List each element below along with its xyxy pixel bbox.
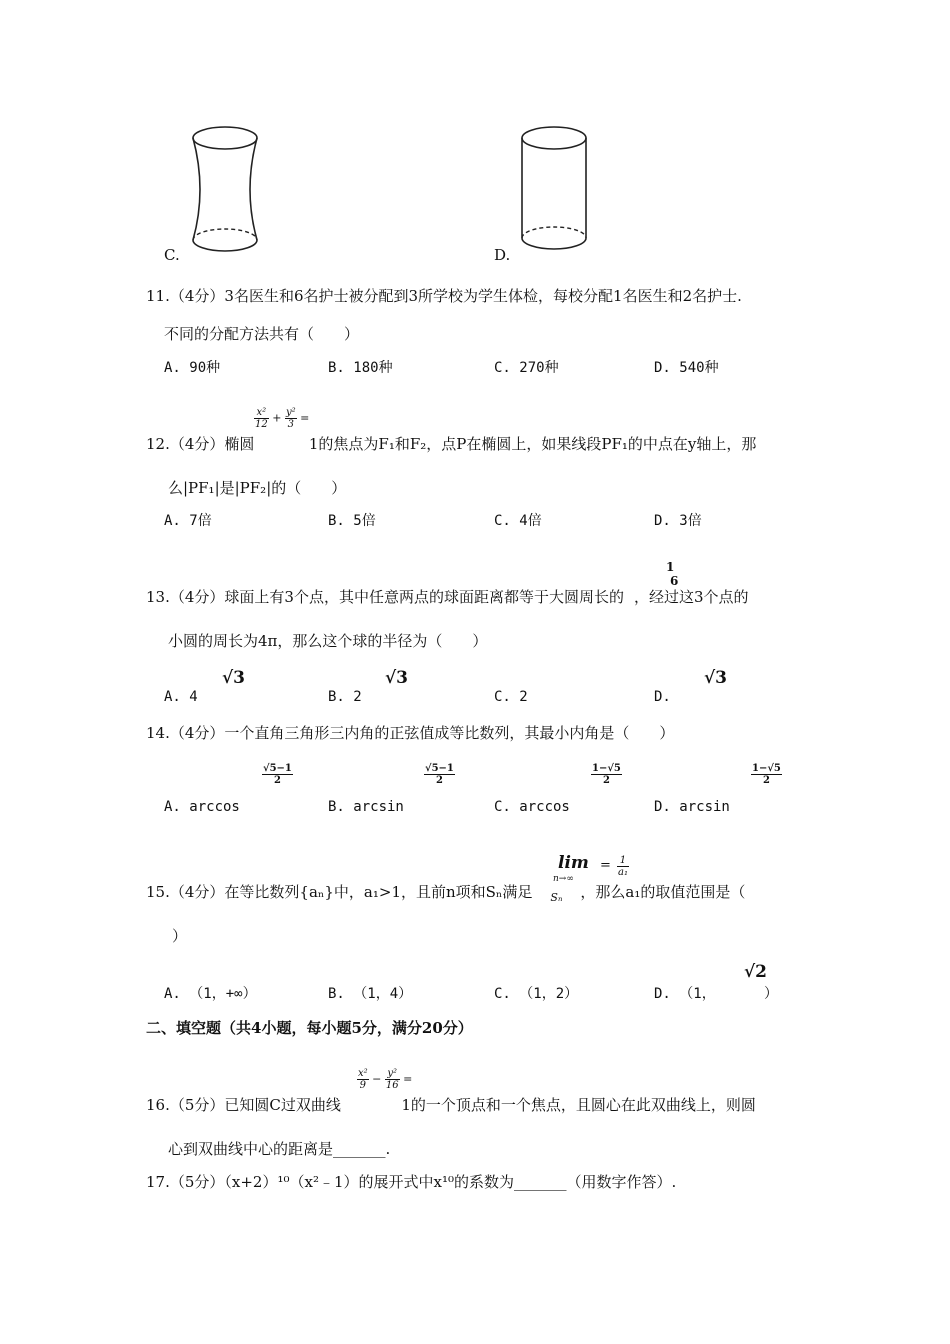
q11-text-line2: 不同的分配方法共有（ ） [164,325,360,343]
q13-radical-a: √3 [222,668,246,688]
q12-text: 的焦点为F₁和F₂，点P在椭圆上，如果线段PF₁的中点在y轴上，那 [318,435,757,453]
q14-text: 一个直角三角形三内角的正弦值成等比数列，其最小内角是（ ） [224,724,675,742]
q13-radical-d: √3 [704,668,728,688]
q15-lim-subscript: n→∞ [553,874,574,884]
q11-option-d: D. 540种 [654,360,719,376]
q13-radical-b: √3 [385,668,409,688]
q17-answer-blank[interactable]: _______ [514,1173,567,1191]
q12-option-c: C. 4倍 [494,513,542,529]
q12-ellipse-equation: $\frac{\text{x²}}{12}$ + $\frac{\text{y²}}{3}$ = [255,407,310,430]
q17-score: （5分） [169,1173,225,1191]
q15-score: （4分） [169,883,225,901]
q14-number: 14. [146,724,170,742]
q15-number: 15. [146,883,170,901]
q13-number: 13. [146,588,170,606]
q17-number: 17. [146,1173,170,1191]
q14-option-a: A. arccos [164,799,240,815]
figure-d-label: D. [494,246,511,264]
q12-text-line2: 么|PF₁|是|PF₂|的（ ） [168,479,347,497]
q14-option-b: B. arcsin [328,799,404,815]
q15-fraction: $\frac{1}{\text{a₁}}$ [618,855,628,878]
q13-option-c: C. 2 [494,689,528,705]
q13-score: （4分） [169,588,225,606]
q11-text: 3名医生和6名护士被分配到3所学校为学生体检，每校分配1名医生和2名护士. [224,287,742,305]
q11-option-c: C. 270种 [494,360,559,376]
q16-score: （5分） [169,1096,225,1114]
q14-score: （4分） [169,724,225,742]
question-12: 12.（4分）椭圆 1的焦点为F₁和F₂，点P在椭圆上，如果线段PF₁的中点在y轴上，那 [146,435,757,453]
q13-option-d: D. [654,689,671,705]
cylinder-figure [518,120,593,255]
q13-option-a: A. 4 [164,689,198,705]
q12-option-d: D. 3倍 [654,513,702,529]
q14-fraction-a: $\frac{√5-1}{2}$ [263,763,292,786]
q15-equals: = [600,858,611,873]
question-16: 16.（5分）已知圆C过双曲线 1的一个顶点和一个焦点，且圆心在此双曲线上，则圆 [146,1096,756,1114]
q11-option-b: B. 180种 [328,360,393,376]
q16-answer-blank[interactable]: _______ [333,1140,386,1158]
q15-option-a: A. （1，+∞） [164,986,257,1002]
q12-option-a: A. 7倍 [164,513,212,529]
q14-option-d: D. arcsin [654,799,730,815]
q16-number: 16. [146,1096,170,1114]
q13-text-line2: 小圆的周长为4π，那么这个球的半径为（ ） [168,632,488,650]
q13-option-b: B. 2 [328,689,362,705]
q15-option-d: D. （1， [654,986,716,1002]
q15-text-line2: ） [172,927,188,945]
hyperboloid-figure [185,120,265,255]
question-11 [146,285,742,306]
q15-lim: lim [558,853,589,873]
question-15: 15.（4分）在等比数列{aₙ}中，a₁>1，且前n项和Sₙ满足 Sₙ ，那么a₁的取值范围是（ [146,883,746,904]
q14-option-c: C. arccos [494,799,570,815]
q16-hyperbola-equation: $\frac{\text{x²}}{9}$ − $\frac{\text{y²}}{16}$ = [358,1068,413,1091]
q11-number: 11. [146,287,170,305]
q15-option-d-close: ） [764,986,778,1002]
question-17: 17.（5分）（x+2）¹⁰（x²﹣1）的展开式中x¹⁰的系数为_______（用数字作答）. [146,1173,677,1191]
q13-fraction: 1 6 [666,560,679,588]
q15-radical-d: √2 [744,962,768,982]
q15-option-b: B. （1，4） [328,986,413,1002]
q16-text-line2: 心到双曲线中心的距离是_______. [168,1140,391,1158]
q12-score: （4分） [169,435,225,453]
q11-option-a: A. 90种 [164,360,221,376]
q15-option-c: C. （1，2） [494,986,579,1002]
q14-fraction-b: $\frac{√5-1}{2}$ [425,763,454,786]
q14-fraction-c: $\frac{1-√5}{2}$ [592,763,621,786]
section-2-title: 二、填空题（共4小题，每小题5分，满分20分） [146,1019,473,1037]
q14-fraction-d: $\frac{1-√5}{2}$ [752,763,781,786]
q12-option-b: B. 5倍 [328,513,376,529]
q11-score: （4分） [169,287,225,305]
q17-text: （x+2）¹⁰（x²﹣1）的展开式中x¹⁰的系数为 [224,1173,515,1191]
question-13: 13.（4分）球面上有3个点，其中任意两点的球面距离都等于大圆周长的 ，经过这3个点的 [146,588,749,606]
figure-c-label: C. [164,246,180,264]
q12-number: 12. [146,435,170,453]
question-14 [146,722,674,743]
